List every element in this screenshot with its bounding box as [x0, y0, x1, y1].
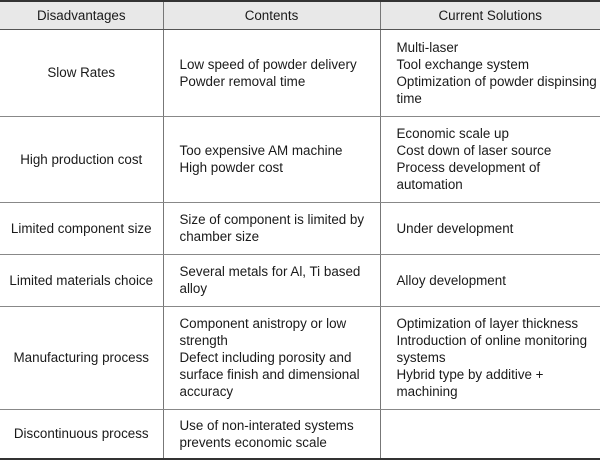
- solution-line: Alloy development: [397, 272, 600, 289]
- disadvantage-cell: Limited component size: [0, 202, 163, 254]
- contents-line: Too expensive AM machine: [180, 142, 380, 159]
- table-row: [0, 29, 600, 116]
- contents-line: Defect including porosity and surface finish and dimensional accuracy: [180, 349, 380, 400]
- solution-line: Process development of automation: [397, 159, 600, 193]
- solutions-cell: [380, 254, 600, 306]
- solution-line: Optimization of powder dispinsing time: [397, 73, 600, 107]
- contents-cell: [163, 306, 380, 409]
- contents-line: Component anistropy or low strength: [180, 315, 380, 349]
- contents-cell: [163, 116, 380, 202]
- contents-line: High powder cost: [180, 159, 380, 176]
- solution-line: Under development: [397, 220, 600, 237]
- solution-line: Hybrid type by additive + machining: [397, 366, 600, 400]
- contents-line: Use of non-interated systems prevents economic scale: [180, 417, 380, 451]
- table-row: [0, 409, 600, 459]
- solution-line: Tool exchange system: [397, 56, 600, 73]
- solutions-cell: [380, 29, 600, 116]
- disadvantage-cell: Slow Rates: [0, 29, 163, 116]
- table-row: [0, 116, 600, 202]
- contents-cell: [163, 202, 380, 254]
- disadvantage-cell: Manufacturing process: [0, 306, 163, 409]
- contents-line: Powder removal time: [180, 73, 380, 90]
- solution-line: Optimization of layer thickness: [397, 315, 600, 332]
- disadvantage-cell: Discontinuous process: [0, 409, 163, 459]
- contents-cell: [163, 254, 380, 306]
- contents-cell: [163, 409, 380, 459]
- solutions-cell: [380, 202, 600, 254]
- contents-cell: [163, 29, 380, 116]
- contents-line: Several metals for Al, Ti based alloy: [180, 263, 380, 297]
- table-row: [0, 202, 600, 254]
- solution-line: Cost down of laser source: [397, 142, 600, 159]
- solution-line: Multi-laser: [397, 39, 600, 56]
- contents-line: Size of component is limited by chamber size: [180, 211, 380, 245]
- disadvantage-cell: Limited materials choice: [0, 254, 163, 306]
- table-row: [0, 306, 600, 409]
- header-disadvantages: Disadvantages: [0, 1, 163, 29]
- table-row: [0, 254, 600, 306]
- solutions-cell: [380, 409, 600, 459]
- header-row: [0, 1, 600, 29]
- solutions-cell: [380, 116, 600, 202]
- disadvantage-cell: High production cost: [0, 116, 163, 202]
- solutions-cell: [380, 306, 600, 409]
- contents-line: Low speed of powder delivery: [180, 56, 380, 73]
- solution-line: Economic scale up: [397, 125, 600, 142]
- header-current-solutions: Current Solutions: [380, 1, 600, 29]
- solution-line: Introduction of online monitoring systems: [397, 332, 600, 366]
- header-contents: Contents: [163, 1, 380, 29]
